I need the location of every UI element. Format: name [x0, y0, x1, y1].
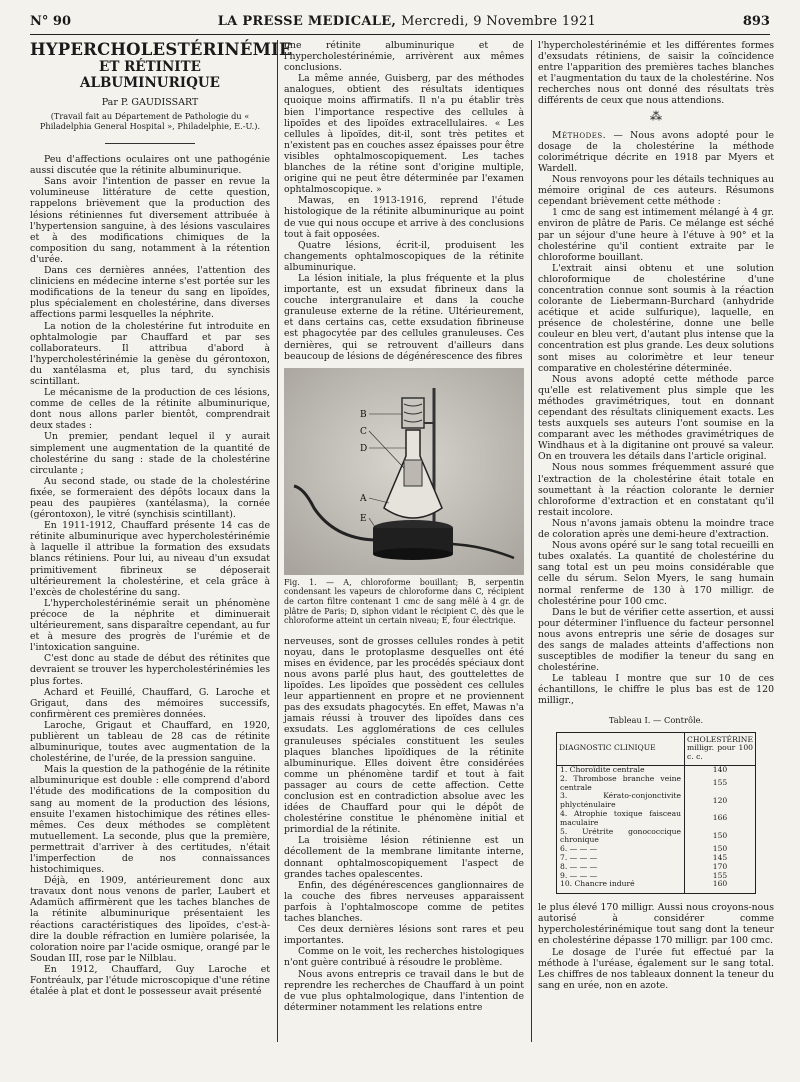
paragraph: Dans ces dernières années, l'attention des cliniciens en médecine interne s'est portée sur les modifications de la teneur du sang en lipoïdes, plus spécialement en cholestérine, dans diverses affections parmi lesquelles la néphrite. — [30, 265, 270, 321]
cholesterol-value-cell: 140 — [685, 766, 756, 775]
paragraph: Un premier, pendant lequel il y aurait simplement une augmentation de la quantité de cholestérine du sang : stade de la cholestérine circulante ; — [30, 431, 270, 476]
column-1 — [30, 40, 292, 998]
paragraph: Mawas, en 1913-1916, reprend l'étude histologique de la rétinite albuminurique au point de vue qui nous occupe et arrive à des conclusions tout à fait opposées. — [284, 195, 524, 240]
article-title: HYPERCHOLESTÉRINÉMIE — [30, 40, 292, 59]
diagnosis-cell: 3. Kérato-conjonctivite phlycténulaire — [560, 791, 682, 810]
diagnosis-cell: 6. — — — — [560, 844, 598, 854]
paragraph: La même année, Guisberg, par des méthodes analogues, obtient des résultats identiques quoique moins affirmatifs. Il n'a pu établir très bien l'importance respective des cellules à lipoïdes et des lipoïdes extracellulaires. « Les cellules à lipoïdes, dit-il, sont très petites et n'existent pas en couches assez épaisses pour être visibles ophtalmoscopiquement. Les taches blanches de la rétine sont d'origine multiple, origine qui ne peut être déterminée par l'examen ophtalmoscopique. » — [284, 73, 524, 196]
paragraph: nerveuses, sont de grosses cellules rondes à petit noyau, dans le protoplasme desquelles ont été mises en évidence, par les procédés spéciaux dont nous avons parlé plus haut, des gouttelettes de lipoïdes. Les lipoïdes que possèdent ces cellules leur appartiennent en propre et ne proviennent pas des exsudats phagocytés. En effet, Mawas n'a jamais réussi à trouver des lipoïdes dans ces exsudats. Les agglomérations de ces cellules granuleuses spéciales constituent les seules plaques blanches lipoïdiques de la rétinite albuminurique. Elles doivent être considérées comme un phénomène tardif et tout à fait passager au cours de cette affection. Cette conclusion est en contradiction absolue avec les idées de Chauffard pour qui le dépôt de cholestérine constitue le phénomène initial et primordial de la rétinite. — [284, 635, 524, 836]
cholesterol-value-cell: 166 — [685, 810, 756, 828]
cholesterol-value-cell: 120 — [685, 792, 756, 810]
apparatus-photograph — [284, 368, 524, 575]
paragraph: Déjà, en 1909, antérieurement donc aux travaux dont nous venons de parler, Laubert et Adamüch affirmèrent que les taches blanches de la rétinite albuminurique présentaient les réactions caractéristiques des lipoïdes, c'est-à-dire la double réfraction en lumière polarisée, la coloration noire par l'acide osmique, orangé par le Soudan III, rose par le Nilblau. — [30, 875, 270, 964]
cholesterol-value-cell: 150 — [685, 845, 756, 854]
table-header: CHOLESTÉRINE milligr. pour 100 c. c. — [685, 732, 756, 765]
page-header — [30, 14, 770, 32]
paragraph: Comme on le voit, les recherches histologiques n'ont guère contribué à résoudre le problème. — [284, 946, 524, 969]
diagnosis-cell: 9. — — — — [560, 870, 598, 880]
cholesterol-value-cell: 155 — [685, 872, 756, 881]
paragraph: Mais la question de la pathogénie de la rétinite albuminurique est double : elle comprend d'abord l'étude des modifications de la composition du sang au moment de la production des lésions, ensuite l'examen histochimique des rétines elles-mêmes. Ces deux méthodes se complètent mutuellement. La seconde, plus que la première, permettrait d'arriver à des certitudes, n'était l'imperfection de nos connaissances histochimiques. — [30, 764, 270, 876]
paragraph — [538, 130, 774, 174]
paragraph: le plus élevé 170 milligr. Aussi nous croyons-nous autorisé à considérer comme hypercholestérinémique tout sang dont la teneur en cholestérine dépasse 170 milligr. par 100 cmc. — [538, 902, 774, 947]
journal-masthead — [218, 14, 596, 29]
paragraph: Nous renvoyons pour les détails techniques au mémoire original de ces auteurs. Résumons cependant brièvement cette méthode : — [538, 174, 774, 208]
paragraph: Nous avons entrepris ce travail dans le but de reprendre les recherches de Chauffard à un point de vue plus ophtalmologique, dans l'intention de déterminer notamment les relations entre — [284, 968, 524, 1013]
paragraph: L'hypercholestérinémie serait un phénomène précoce de la néphrite et diminuerait ultérieurement, sans disparaître cependant, au fur et à mesure des progrès de l'urémie et de l'intoxication sanguine. — [30, 597, 270, 654]
title-rule — [105, 143, 195, 144]
cholesterol-value-cell: 155 — [685, 775, 756, 793]
figure-label: E — [360, 513, 367, 524]
paragraph: Nous avons adopté cette méthode parce qu'elle est relativement plus simple que les méthodes gravimétriques, tout en donnant cependant des résultats cliniquement exacts. Les tests auxquels ses auteurs l'ont soumise en la comparant avec les méthodes gravimétriques de Windhaus et à la digitanine ont prouvé sa valeur. On en trouvera les détails dans l'article original. — [538, 373, 774, 463]
paragraph: Achard et Feuillé, Chauffard, G. Laroche et Grigaut, dans des mémoires successifs, confirmèrent ces premières données. — [30, 686, 270, 720]
article-subtitle: ET RÉTINITE ALBUMINURIQUE — [80, 59, 220, 91]
figure-label: A — [360, 493, 367, 504]
paragraph: C'est donc au stade de début des rétinites que devraient se trouver les hypercholestérinémies les plus fortes. — [30, 653, 270, 687]
paragraph: Le mécanisme de la production de ces lésions, comme de celles de la rétinite albuminurique, dont nous allons parler bientôt, comprendrait deux stades : — [30, 387, 270, 432]
paragraph: L'extrait ainsi obtenu et une solution chloroformique de cholestérine d'une concentration connue sont soumis à la réaction colorante de Liebermann-Burchard (anhydride acétique et acide sulfurique), laquelle, en présence de cholestérine, donne une belle couleur en bleu vert, d'autant plus intense que la concentration est plus grande. Les deux solutions sont mises au colorimètre et leur teneur comparative en cholestérine déterminée. — [538, 262, 774, 374]
article-author: Par P. GAUDISSART — [101, 97, 199, 108]
paragraph: Quatre lésions, écrit-il, produisent les changements ophtalmoscopiques de la rétinite albuminurique. — [284, 239, 524, 273]
paragraph: l'hypercholestérinémie et les différentes formes d'exsudats rétiniens, de saisir la coïncidence entre l'apparition des premières taches blanches et l'augmentation du taux de la cholestérine. Nos recherches nous ont donné des résultats très différents de ceux que nous attendions. — [538, 40, 774, 107]
paragraph: La troisième lésion rétinienne est un décollement de la membrane limitante interne, donnant ophtalmoscopiquement l'aspect de grandes taches opalescentes. — [284, 835, 524, 880]
table-row — [557, 792, 756, 810]
column-divider — [277, 40, 278, 1042]
paragraph: La notion de la cholestérine fut introduite en ophtalmologie par Chauffard et par ses collaborateurs. Il attribua d'abord à l'hypercholestérinémie la genèse du gérontoxon, du xantélasma et, plus tard, du synchisis scintillant. — [30, 320, 270, 387]
journal-name: LA PRESSE MEDICALE, — [217, 14, 397, 29]
paragraph: Laroche, Grigaut et Chauffard, en 1920, publièrent un tableau de 28 cas de rétinite albuminurique, toutes avec augmentation de la cholestérine, de l'urée, de la pression sanguine. — [30, 719, 270, 765]
author-affiliation: (Travail fait au Département de Pathologie du « Philadelphia General Hospital », Philadelphie, E.-U.). — [39, 111, 261, 132]
paragraph: Le tableau I montre que sur 10 de ces échantillons, le chiffre le plus bas est de 120 milligr., — [538, 673, 774, 707]
figure-label: B — [360, 409, 367, 420]
diagnosis-cell: 2. Thrombose branche veine centrale — [560, 773, 682, 792]
diagnosis-cell: 7. — — — — [560, 852, 598, 862]
paragraph: Nous avons opéré sur le sang total recueilli en tubes oxalatés. La quantité de cholestérine du sang total est un peu moins considérable que celle du sérum. Selon Myers, le sang humain normal renferme de 130 à 170 milligr. de cholestérine pour 100 cmc. — [538, 540, 774, 607]
table-header: DIAGNOSTIC CLINIQUE — [557, 732, 685, 765]
diagnosis-cell: 4. Atrophie toxique faisceau maculaire — [560, 809, 682, 827]
issue-number: N° 90 — [30, 14, 71, 29]
paragraph: une rétinite albuminurique et de l'hypercholestérinémie, arrivèrent aux mêmes conclusions. — [284, 40, 524, 74]
issue-date: Mercredi, 9 Novembre 1921 — [401, 14, 597, 29]
header-rule — [30, 34, 770, 35]
diagnosis-cell: 5. Urétrite gonococcique chronique — [560, 826, 682, 845]
table-title: Tableau I. — Contrôle. — [608, 714, 704, 725]
figure-caption: Fig. 1. — A, chloroforme bouillant; B, serpentin condensant les vapeurs de chloroforme dans C, récipient de carton filtre contenant 1 cmc de sang mêlé à 4 gr. de plâtre de Paris; D, siphon vidant le récipient C, dès que le chloroforme atteint un certain niveau; E, four électrique. — [284, 577, 524, 626]
table-row — [557, 828, 756, 846]
page-number: 893 — [742, 14, 770, 29]
diagnosis-cell: 10. Chancre induré — [560, 879, 635, 889]
cholesterol-value-cell: 145 — [685, 854, 756, 863]
paragraph: En 1912, Chauffard, Guy Laroche et Fontréaulx, par l'étude microscopique d'une rétine étalée à plat et dont le possesseur avait présenté — [30, 963, 270, 998]
paragraph: Nous nous sommes fréquemment assuré que l'extraction de la cholestérine était totale en soumettant à la réaction colorante le dernier chloroforme d'extraction et en constatant qu'il restait incolore. — [538, 462, 774, 518]
extraction-apparatus-illustration — [284, 368, 524, 575]
paragraph: Ces deux dernières lésions sont rares et peu importantes. — [284, 924, 524, 947]
paragraph: Au second stade, ou stade de la cholestérine fixée, se formeraient des dépôts locaux dans la peau des paupières (xantélasma), la cornée (gérontoxon), le vitré (synchisis scintillant). — [30, 475, 270, 521]
paragraph: 1 cmc de sang est intimement mélangé à 4 gr. environ de plâtre de Paris. Ce mélange est séché par un séjour d'une heure à l'étuve à 90° et la cholestérine qu'il contient extraite par le chloroforme bouillant. — [538, 207, 774, 263]
paragraph: Dans le but de vérifier cette assertion, et aussi pour déterminer l'influence du facteur personnel nous avons entrepris une série de dosages sur des sangs de malades atteints d'affections non susceptibles de modifier la teneur du sang en cholestérine. — [538, 606, 774, 674]
column-2 — [284, 40, 524, 1013]
control-table — [556, 732, 756, 895]
column-3 — [538, 40, 774, 991]
table-row — [557, 810, 756, 828]
paragraph: Enfin, des dégénérescences ganglionnaires de la couche des fibres nerveuses apparaissent parfois à l'ophtalmoscope comme de petites taches blanches. — [284, 879, 524, 925]
cholesterol-value-cell: 160 — [685, 880, 756, 893]
figure-label: D — [360, 443, 368, 454]
section-label: Méthodes. — [552, 129, 607, 141]
diagnosis-cell: 8. — — — — [560, 861, 598, 871]
paragraph: Peu d'affections oculaires ont une pathogénie aussi discutée que la rétinite albuminurique. — [30, 154, 270, 177]
cholesterol-value-cell: 170 — [685, 863, 756, 872]
paragraph: En 1911-1912, Chauffard présente 14 cas de rétinite albuminurique avec hypercholestérinémie à laquelle il attribue la formation des exsudats blancs rétiniens. Pour lui, au niveau d'un exsudat primitivement fibrineux se déposerait ultérieurement la cholestérine, et cela grâce à l'excès de cholestérine du sang. — [30, 520, 270, 598]
table-row — [557, 880, 756, 893]
figure-label: C — [360, 426, 367, 437]
diagnosis-cell: 1. Choroïdite centrale — [560, 765, 645, 775]
table-row — [557, 775, 756, 793]
section-asterism: ⁂ — [650, 108, 662, 123]
methods-text: — Nous avons adopté pour le dosage de la cholestérine la méthode colorimétrique décrite en 1918 par Myers et Wardell. — [538, 129, 774, 174]
paragraph: Nous n'avons jamais obtenu la moindre trace de coloration après une demi-heure d'extraction. — [538, 517, 774, 541]
paragraph: Le dosage de l'urée fut effectué par la méthode à l'uréase, également sur le sang total. Les chiffres de nos tableaux donnent la teneur du sang en urée, non en azote. — [538, 946, 774, 991]
paragraph: Sans avoir l'intention de passer en revue la volumineuse littérature de cette question, rappelons brièvement que la production des lésions rétiniennes fut diversement attribuée à l'hypertension sanguine, à des lésions vasculaires et à des modifications chimiques de la composition du sang, notamment à la rétention d'urée. — [30, 176, 270, 265]
cholesterol-value-cell: 150 — [685, 828, 756, 846]
paragraph: La lésion initiale, la plus fréquente et la plus importante, est un exsudat fibrineux dans la couche intergranulaire et dans la couche granuleuse externe de la rétine. Ultérieurement, et dans certains cas, cette exsudation fibrineuse est phagocytée par des cellules granuleuses. Ces dernières, qui se retrouvent d'ailleurs dans beaucoup de lésions de dégénérescence des fibres — [284, 272, 524, 362]
column-divider — [531, 40, 532, 1042]
